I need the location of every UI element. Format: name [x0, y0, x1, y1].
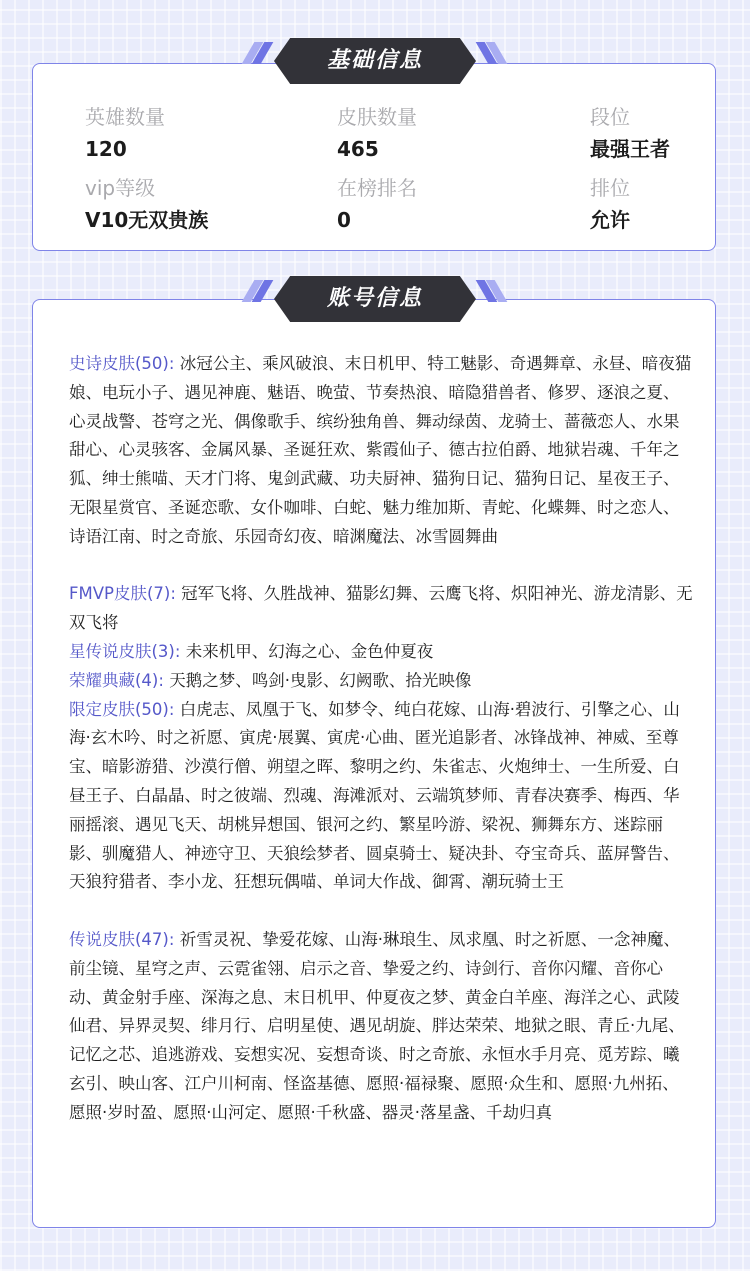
account-info-banner — [248, 276, 502, 322]
vip-level-field — [85, 175, 305, 233]
section-text: 冰冠公主、乘风破浪、末日机甲、特工魅影、奇遇舞章、永昼、暗夜猫娘、电玩小子、遇见神鹿、魅语、晚萤、节奏热浪、暗隐猎兽者、修罗、逐浪之夏、心灵战警、苍穹之光、偶像歌手、缤纷独角兽、舞动绿茵、龙骑士、蔷薇恋人、水果甜心、心灵骇客、金属风暴、圣诞狂欢、紫霞仙子、德古拉伯爵、地狱岩魂、千年之狐、绅士熊喵、天才门将、鬼剑武藏、功夫厨神、猫狗日记、猫狗日记、星夜王子、无限星赏官、圣诞恋歌、女仆咖啡、白蛇、魅力维加斯、青蛇、化蝶舞、时之恋人、诗语江南、时之奇旅、乐园奇幻夜、暗渊魔法、冰雪圆舞曲 — [69, 354, 692, 546]
ranked-value: 允许 — [590, 208, 630, 232]
section-text: 祈雪灵祝、挚爱花嫁、山海·琳琅生、凤求凰、时之祈愿、一念神魔、前尘镜、星穹之声、云霓雀翎、启示之音、挚爱之约、诗剑行、音你闪耀、音你心动、黄金射手座、深海之息、末日机甲、仲夏夜之梦、黄金白羊座、海洋之心、武陵仙君、异界灵契、绯月行、启明星使、遇见胡旋、胖达荣荣、地狱之眼、青丘·九尾、记忆之芯、追逃游戏、妄想实况、妄想奇谈、时之奇旅、永恒水手月亮、觅芳踪、曦玄引、映山客、江户川柯南、怪盗基德、愿照·福禄聚、愿照·众生和、愿照·九州拓、愿照·岁时盈、愿照·山河定、愿照·千秋盛、器灵·落星盏、千劫归真 — [69, 929, 685, 1122]
leaderboard-rank-label: 在榜排名 — [337, 176, 417, 200]
hero-count-label: 英雄数量 — [85, 105, 165, 129]
rank-tier-label: 段位 — [590, 105, 630, 129]
basic-info-banner — [248, 38, 502, 84]
vip-level-value: V10无双贵族 — [85, 208, 209, 232]
fmvp-skins-section — [69, 580, 693, 638]
vip-level-label: vip等级 — [85, 176, 156, 200]
section-key: 限定皮肤(50): — [69, 699, 175, 719]
leaderboard-rank-value: 0 — [337, 208, 351, 232]
section-text: 未来机甲、幻海之心、金色仲夏夜 — [185, 641, 434, 661]
skin-count-value: 465 — [337, 137, 379, 161]
limited-skins-section — [69, 696, 693, 898]
skin-count-label: 皮肤数量 — [337, 105, 417, 129]
section-key: 传说皮肤(47): — [69, 929, 175, 949]
section-key: 星传说皮肤(3): — [69, 641, 181, 661]
leaderboard-rank-field — [337, 175, 557, 233]
epic-skins-section — [69, 350, 693, 552]
skin-count-field — [337, 104, 557, 162]
skin-sections — [69, 350, 693, 1128]
section-key: FMVP皮肤(7): — [69, 584, 176, 604]
basic-info-card — [32, 63, 716, 251]
hero-count-value: 120 — [85, 137, 127, 161]
account-info-card — [32, 299, 716, 1228]
section-text: 冠军飞将、久胜战神、猫影幻舞、云鹰飞将、炽阳神光、游龙清影、无双飞将 — [69, 584, 693, 633]
section-text: 天鹅之梦、鸣剑·曳影、幻阙歌、拾光映像 — [169, 670, 472, 690]
rank-tier-value: 最强王者 — [590, 137, 670, 161]
glory-collection-section — [69, 667, 693, 696]
section-text: 白虎志、凤凰于飞、如梦令、纯白花嫁、山海·碧波行、引擎之心、山海·玄木吟、时之祈愿、寅虎·展翼、寅虎·心曲、匿光追影者、冰锋战神、神威、至尊宝、暗影游猎、沙漠行僧、朔望之晖、黎明之约、朱雀志、火炮绅士、一生所爱、白昼王子、白晶晶、时之彼端、烈魂、海滩派对、云端筑梦师、青春决赛季、梅西、华丽摇滚、遇见飞天、胡桃异想国、银河之约、繁星吟游、梁祝、狮舞东方、迷踪丽影、驯魔猎人、神迹守卫、天狼绘梦者、圆桌骑士、疑决卦、夺宝奇兵、蓝屏警告、天狼狩猎者、李小龙、狂想玩偶喵、单词大作战、御霄、潮玩骑士王 — [69, 699, 680, 892]
basic-info-title: 基础信息 — [326, 48, 423, 73]
legend-skins-section — [69, 926, 693, 1128]
ranked-label: 排位 — [590, 176, 630, 200]
rank-tier-field — [590, 104, 710, 162]
hero-count-field — [85, 104, 305, 162]
star-legend-skins-section — [69, 638, 693, 667]
account-info-title: 账号信息 — [326, 286, 423, 311]
ranked-field — [590, 175, 710, 233]
section-key: 史诗皮肤(50): — [69, 354, 175, 373]
section-key: 荣耀典藏(4): — [69, 670, 164, 690]
